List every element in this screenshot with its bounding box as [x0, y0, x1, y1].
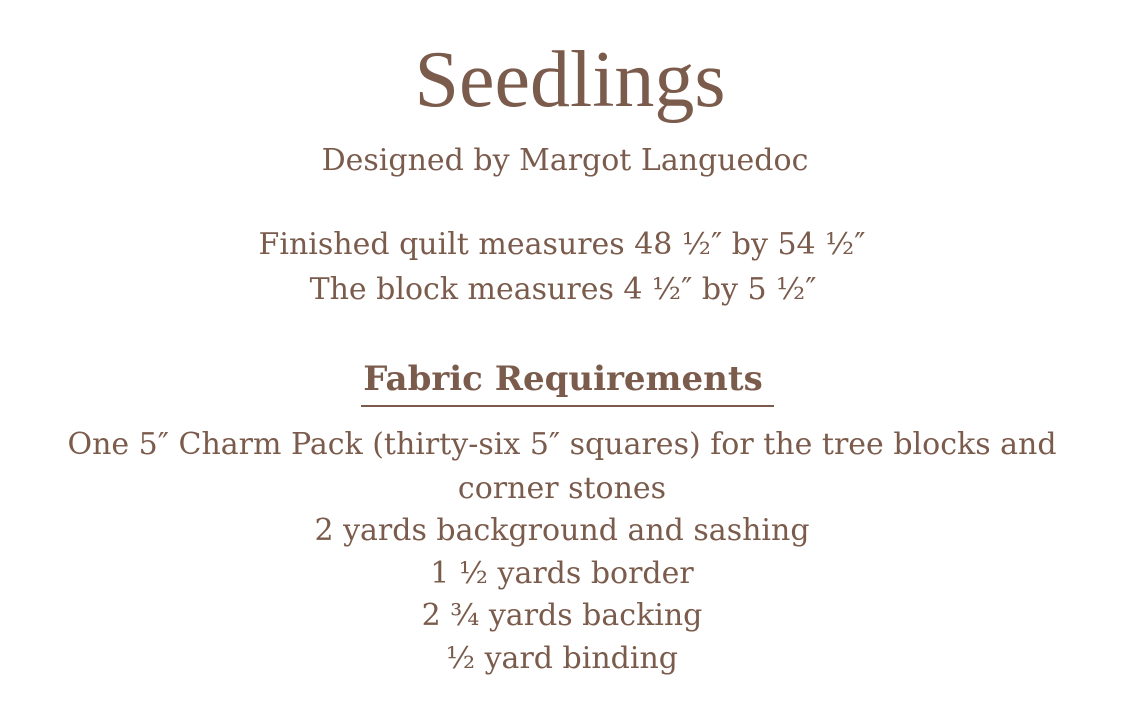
fabric-requirements-heading: Fabric Requirements — [363, 359, 763, 399]
designer-credit: Designed by Margot Languedoc — [321, 143, 809, 178]
heading-underline — [361, 405, 774, 407]
requirement-item: ½ yard binding — [446, 641, 678, 676]
block-measurement: The block measures 4 ½″ by 5 ½″ — [309, 272, 817, 307]
quilt-measurement: Finished quilt measures 48 ½″ by 54 ½″ — [258, 227, 866, 262]
requirement-item: 2 yards background and sashing — [314, 513, 810, 548]
requirement-item: One 5″ Charm Pack (thirty-six 5″ squares) for the tree blocks and — [67, 427, 1057, 462]
requirement-item: corner stones — [457, 471, 667, 506]
pattern-title: Seedlings — [414, 36, 726, 124]
requirement-item: 2 ¾ yards backing — [421, 598, 703, 633]
requirement-item: 1 ½ yards border — [430, 556, 694, 591]
